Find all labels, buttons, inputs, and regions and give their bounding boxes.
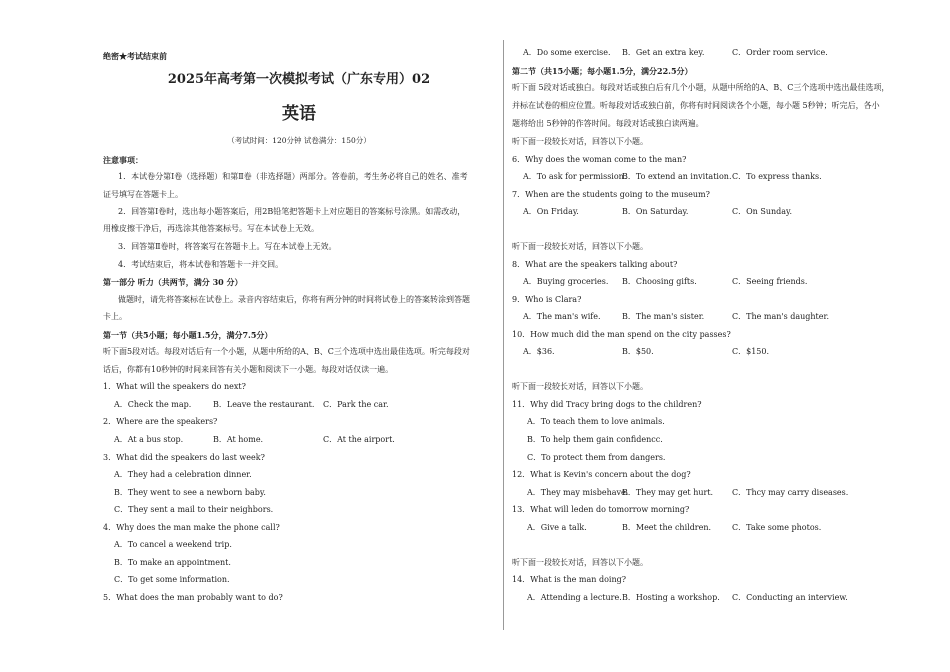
q14-option-c: C．Conducting an interview. <box>732 593 848 602</box>
section1-heading: 第一节（共5小题；每小题1.5分，满分7.5分） <box>103 330 273 340</box>
q1-option-b: B．Leave the restaurant. <box>213 400 315 409</box>
notice-1a: 1．本试卷分第Ⅰ卷（选择题）和第Ⅱ卷（非选择题）两部分。答卷前，考生务必将自己的姓名、准考 <box>118 172 468 181</box>
q10-option-a: A．$36. <box>523 347 555 356</box>
q2-option-a: A．At a bus stop. <box>114 435 184 444</box>
q4-option-c: C．To get some information. <box>114 575 230 584</box>
notice-heading: 注意事项： <box>103 155 143 165</box>
secret-label: 绝密★考试结束前 <box>103 51 167 61</box>
q11-option-a: A．To teach them to love animals. <box>527 417 665 426</box>
question-9: 9．Who is Clara? <box>512 295 582 304</box>
q2-option-b: B．At home. <box>213 435 264 444</box>
subject-title: 英语 <box>282 104 316 124</box>
q8-option-a: A．Buying groceries. <box>523 277 609 286</box>
question-4: 4．Why does the man make the phone call? <box>103 523 280 532</box>
q7-option-a: A．On Friday. <box>523 207 579 216</box>
question-3: 3．What did the speakers do last week? <box>103 453 265 462</box>
lead-11: 听下面一段较长对话，回答以下小题。 <box>512 382 648 391</box>
q3-option-a: A．They had a celebration dinner. <box>114 470 252 479</box>
q13-option-c: C．Take some photos. <box>732 523 822 532</box>
q6-option-a: A．To ask for permission. <box>523 172 627 181</box>
q7-option-b: B．On Saturday. <box>622 207 689 216</box>
q6-option-c: C．To express thanks. <box>732 172 822 181</box>
section2-heading: 第二节（共15小题；每小题1.5分，满分22.5分） <box>512 66 693 76</box>
column-divider <box>503 40 504 630</box>
question-5: 5．What does the man probably want to do? <box>103 593 283 602</box>
q3-option-b: B．They went to see a newborn baby. <box>114 488 266 497</box>
q11-option-c: C．To protect them from dangers. <box>527 453 666 462</box>
notice-4: 4．考试结束后，将本试卷和答题卡一并交回。 <box>118 260 284 269</box>
question-10: 10．How much did the man spend on the city passes? <box>512 330 731 339</box>
q12-option-a: A．They may misbehave. <box>527 488 629 497</box>
q10-option-c: C．$150. <box>732 347 770 356</box>
q8-option-c: C．Seeing friends. <box>732 277 808 286</box>
q5-option-a: A．Do some exercise. <box>523 48 611 57</box>
q10-option-b: B．$50. <box>622 347 654 356</box>
q5-option-b: B．Get an extra key. <box>622 48 705 57</box>
section2-desc-b: 并标在试卷的相应位置。听每段对话或独白前，你将有时间阅读各个小题，每小题 5秒钟；听完后，各小 <box>512 101 880 110</box>
q8-option-b: B．Choosing gifts. <box>622 277 697 286</box>
q13-option-b: B．Meet the children. <box>622 523 712 532</box>
notice-2a: 2．回答第Ⅰ卷时，选出每小题答案后，用2B铅笔把答题卡上对应题目的答案标号涂黑。如需改动， <box>118 207 466 216</box>
notice-2b: 用橡皮擦干净后，再选涂其他答案标号。写在本试卷上无效。 <box>103 224 319 233</box>
notice-3: 3．回答第Ⅱ卷时，将答案写在答题卡上。写在本试卷上无效。 <box>118 242 337 251</box>
question-14: 14．What is the man doing? <box>512 575 627 584</box>
question-8: 8．What are the speakers talking about? <box>512 260 678 269</box>
q5-option-c: C．Order room service. <box>732 48 828 57</box>
part1-desc-a: 做题时，请先将答案标在试卷上。录音内容结束后，你将有两分钟的时间将试卷上的答案转涂到答题 <box>118 295 470 304</box>
lead-6: 听下面一段较长对话，回答以下小题。 <box>512 137 648 146</box>
lead-14: 听下面一段较长对话，回答以下小题。 <box>512 558 648 567</box>
question-7: 7．When are the students going to the museum? <box>512 190 710 199</box>
q7-option-c: C．On Sunday. <box>732 207 793 216</box>
q6-option-b: B．To extend an invitation. <box>622 172 732 181</box>
q9-option-b: B．The man's sister. <box>622 312 705 321</box>
question-13: 13．What will leden do tomorrow morning? <box>512 505 690 514</box>
part1-desc-b: 卡上。 <box>103 312 127 321</box>
part1-heading: 第一部分 听力（共两节，满分 30 分） <box>103 277 243 287</box>
section2-desc-c: 题将给出 5秒钟的作答时间。每段对话或独白读两遍。 <box>512 119 704 128</box>
q3-option-c: C．They sent a mail to their neighbors. <box>114 505 274 514</box>
q14-option-b: B．Hosting a workshop. <box>622 593 720 602</box>
exam-meta: （考试时间：120分钟 试卷满分：150分） <box>227 136 371 145</box>
q9-option-c: C．The man's daughter. <box>732 312 829 321</box>
question-6: 6．Why does the woman come to the man? <box>512 155 687 164</box>
question-12: 12．What is Kevin's concern about the dog? <box>512 470 691 479</box>
q4-option-a: A．To cancel a weekend trip. <box>114 540 232 549</box>
q1-option-c: C．Park the car. <box>323 400 389 409</box>
notice-1b: 证号填写在答题卡上。 <box>103 190 183 199</box>
q12-option-b: B．They may get hurt. <box>622 488 714 497</box>
q2-option-c: C．At the airport. <box>323 435 395 444</box>
section1-desc-b: 话后，你都有10秒钟的时间来回答有关小题和阅读下一小题。每段对话仅读一遍。 <box>103 365 394 374</box>
lead-8: 听下面一段较长对话，回答以下小题。 <box>512 242 648 251</box>
q13-option-a: A．Give a talk. <box>527 523 587 532</box>
question-2: 2．Where are the speakers? <box>103 417 218 426</box>
section2-desc-a: 听下面 5段对话或独白。每段对话或独白后有几个小题，从题中所给的A、B、C三个选项中选出最佳选项， <box>512 83 890 92</box>
q1-option-a: A．Check the map. <box>114 400 192 409</box>
exam-title: 2025年高考第一次模拟考试（广东专用）02 <box>167 72 431 87</box>
question-11: 11．Why did Tracy bring dogs to the children? <box>512 400 702 409</box>
question-1: 1．What will the speakers do next? <box>103 382 246 391</box>
q11-option-b: B．To help them gain confidencc. <box>527 435 663 444</box>
q9-option-a: A．The man's wife. <box>523 312 601 321</box>
q4-option-b: B．To make an appointment. <box>114 558 231 567</box>
q12-option-c: C．Thcy may carry diseases. <box>732 488 849 497</box>
section1-desc-a: 听下面5段对话。每段对话后有一个小题，从题中所给的A、B、C三个选项中选出最佳选项。听完每段对 <box>103 347 470 356</box>
q14-option-a: A．Attending a lecture. <box>527 593 622 602</box>
